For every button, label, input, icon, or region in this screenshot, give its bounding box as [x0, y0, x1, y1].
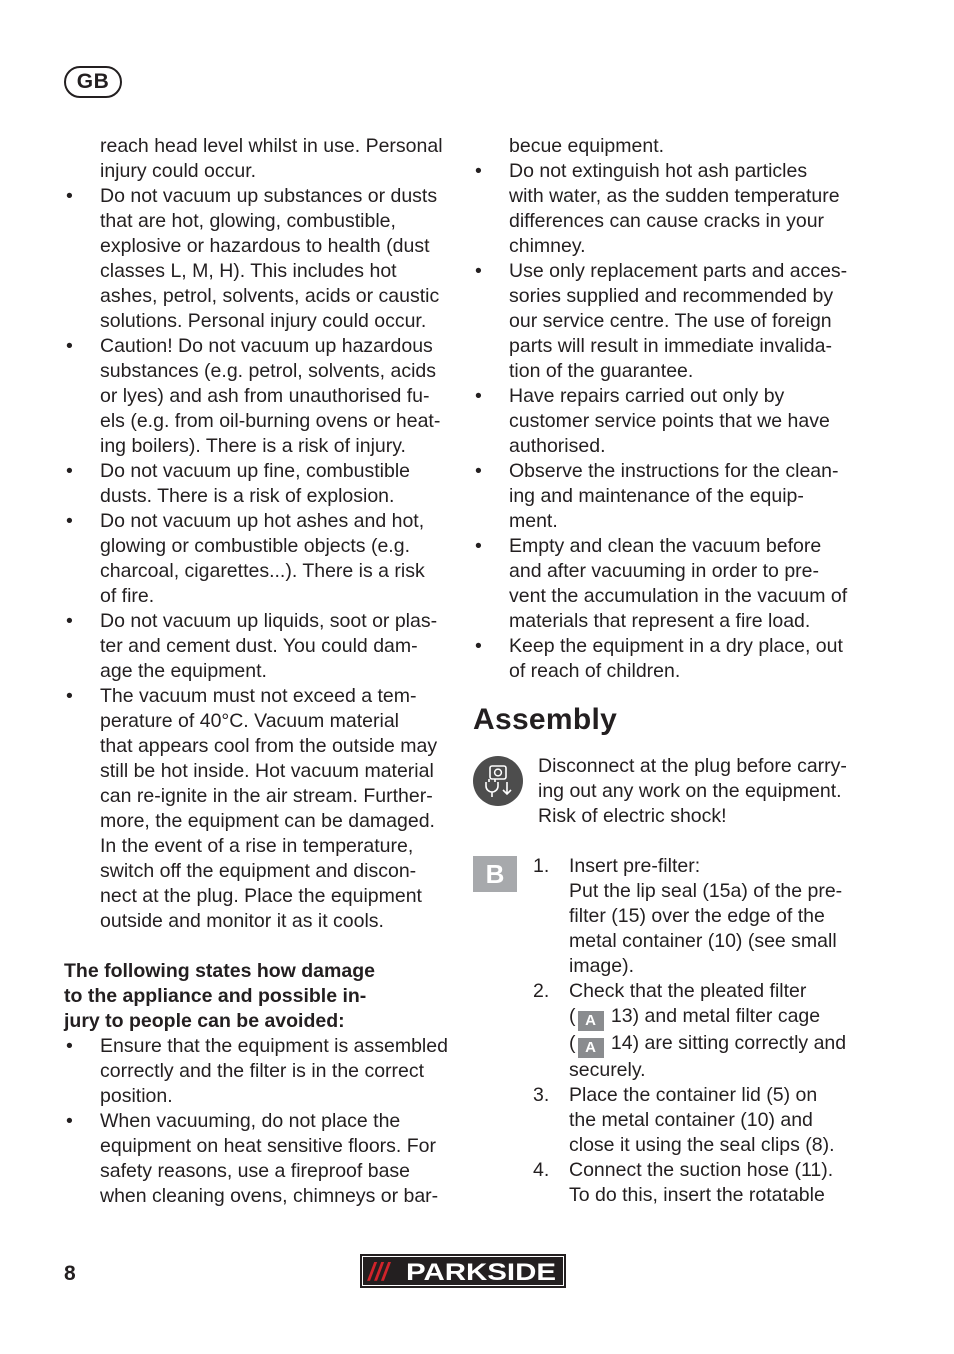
page-number: 8 [64, 1262, 76, 1285]
parkside-logo [360, 1254, 566, 1288]
bullet-item: • Keep the equipment in a dry place, out of reach of children. [475, 635, 843, 682]
bullet-icon: • [475, 160, 482, 182]
unplug-warning: Disconnect at the plug before carry- ing out any work on the equipment. Risk of electric shock! [473, 754, 865, 829]
step-item: 2. Check that the pleated filter ( A 13) and metal filter cage ( A 14) are sitting correctly and securely. [533, 980, 847, 1081]
bullet-icon: • [475, 635, 482, 657]
continuation-text: becue equipment. [509, 135, 665, 157]
figure-a-badge: A [578, 1011, 604, 1031]
svg-text:///: /// [368, 1258, 389, 1286]
bullet-icon: • [66, 685, 73, 707]
language-badge: GB [64, 66, 122, 98]
bullet-item: • Use only replacement parts and acces- sories supplied and recommended by our service centre. The use of foreign parts will result in immediate invalida- tion of the guarantee. [475, 260, 848, 382]
bullet-item: • When vacuuming, do not place the equipment on heat sensitive floors. For safety reasons, use a fireproof base when cleaning ovens, chimneys or bar- [66, 1110, 439, 1207]
bullet-item: • Ensure that the equipment is assembled correctly and the filter is in the correct position. [66, 1035, 448, 1107]
bullet-item: • The vacuum must not exceed a tem- perature of 40°C. Vacuum material that appears cool from the outside may still be hot inside. Hot vacuum material can re-ignite in the air stream. Further- more, the equipment can be damaged. In the event of a rise in temperature, switch off the equipment and discon- nect at the plug. Place the equipment outside and monitor it as it cools. [66, 685, 438, 932]
right-column [473, 134, 865, 1208]
bullet-item: • Do not vacuum up liquids, soot or plas- ter and cement dust. You could dam- age the equipment. [66, 610, 438, 682]
assembly-heading: Assembly [473, 703, 618, 736]
bullet-icon: • [66, 1110, 73, 1132]
bullet-icon: • [475, 260, 482, 282]
figure-b-badge: B [473, 856, 517, 892]
unplug-icon [473, 756, 523, 806]
bullet-icon: • [66, 185, 73, 207]
bullet-item: • Empty and clean the vacuum before and after vacuuming in order to pre- vent the accumulation in the vacuum of materials that represent a fire load. [475, 535, 848, 632]
bullet-item: • Observe the instructions for the clean- ing and maintenance of the equip- ment. [475, 460, 839, 532]
bullet-item: • Do not vacuum up substances or dusts that are hot, glowing, combustible, explosive or hazardous to health (dust classes L, M, H). This includes hot ashes, petrol, solvents, acids or caustic solutions. Personal injury could occur. [66, 185, 440, 332]
bullet-icon: • [66, 335, 73, 357]
bullet-icon: • [475, 460, 482, 482]
bullet-item: • Do not vacuum up fine, combustible dusts. There is a risk of explosion. [66, 460, 411, 507]
bullet-icon: • [66, 510, 73, 532]
bullet-item: • Do not vacuum up hot ashes and hot, glowing or combustible objects (e.g. charcoal, cigarettes...). There is a risk of fire. [66, 510, 425, 607]
left-column [64, 134, 450, 1209]
bullet-icon: • [66, 610, 73, 632]
bullet-icon: • [66, 460, 73, 482]
damage-heading: The following states how damage to the appliance and possible in- jury to people can be avoided: [64, 960, 375, 1032]
bullet-item: • Have repairs carried out only by customer service points that we have authorised. [475, 385, 830, 457]
bullet-item: • Do not extinguish hot ash particles with water, as the sudden temperature differences can cause cracks in your chimney. [475, 160, 840, 257]
continuation-text: reach head level whilst in use. Personal injury could occur. [100, 135, 443, 182]
bullet-icon: • [66, 1035, 73, 1057]
figure-a-badge: A [578, 1038, 604, 1058]
bullet-icon: • [475, 385, 482, 407]
bullet-item: • Caution! Do not vacuum up hazardous substances (e.g. petrol, solvents, acids or lyes) and ash from unauthorised fu- els (e.g. from oil-burning ovens or heat- ing boilers). There is a risk of injury. [66, 335, 441, 457]
step-item: 4. Connect the suction hose (11). To do this, insert the rotatable [533, 1159, 834, 1206]
bullet-icon: • [475, 535, 482, 557]
step-item: 3. Place the container lid (5) on the metal container (10) and close it using the seal clips (8). [533, 1084, 835, 1156]
assembly-steps [473, 854, 865, 1208]
svg-text:PARKSIDE: PARKSIDE [406, 1259, 556, 1286]
step-item: 1. Insert pre-filter: Put the lip seal (15a) of the pre- filter (15) over the edge of the metal container (10) (see small image). [533, 855, 843, 977]
